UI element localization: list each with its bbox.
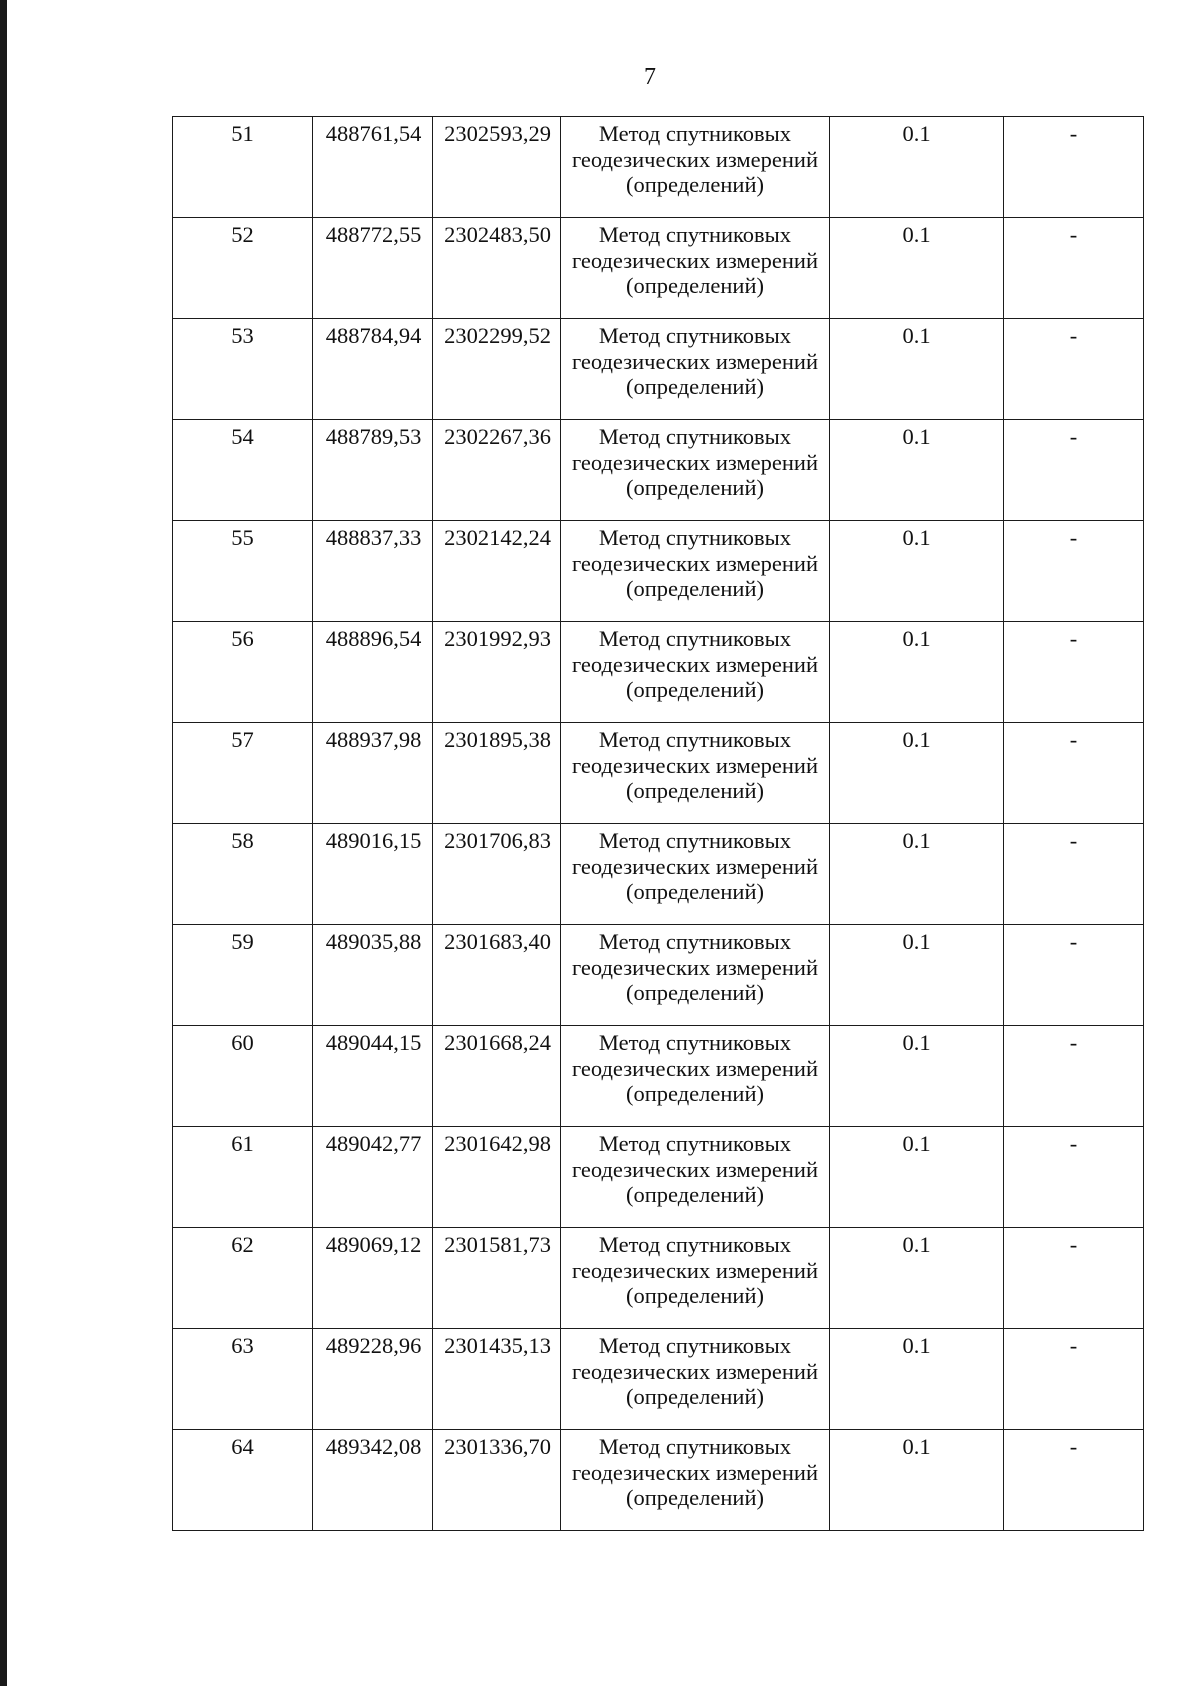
method-cell: Метод спутниковых геодезических измерений (определений) (561, 319, 830, 420)
note-cell: - (1004, 420, 1144, 521)
point-number-cell: 57 (173, 723, 313, 824)
note-cell: - (1004, 319, 1144, 420)
accuracy-cell: 0.1 (830, 521, 1004, 622)
coordinates-table (172, 116, 1144, 1531)
note-cell: - (1004, 1228, 1144, 1329)
point-number-cell: 53 (173, 319, 313, 420)
method-cell: Метод спутниковых геодезических измерений (определений) (561, 521, 830, 622)
y-coordinate-cell: 2302299,52 (433, 319, 561, 420)
x-coordinate-cell: 488896,54 (313, 622, 433, 723)
method-cell: Метод спутниковых геодезических измерений (определений) (561, 218, 830, 319)
point-number-cell: 60 (173, 1026, 313, 1127)
note-cell: - (1004, 521, 1144, 622)
accuracy-cell: 0.1 (830, 622, 1004, 723)
table-row (173, 925, 1144, 1026)
table-row (173, 723, 1144, 824)
accuracy-cell: 0.1 (830, 1329, 1004, 1430)
x-coordinate-cell: 488937,98 (313, 723, 433, 824)
x-coordinate-cell: 489069,12 (313, 1228, 433, 1329)
accuracy-cell: 0.1 (830, 1026, 1004, 1127)
method-cell: Метод спутниковых геодезических измерений (определений) (561, 925, 830, 1026)
method-cell: Метод спутниковых геодезических измерений (определений) (561, 420, 830, 521)
note-cell: - (1004, 622, 1144, 723)
table-row (173, 1329, 1144, 1430)
note-cell: - (1004, 1430, 1144, 1531)
method-cell: Метод спутниковых геодезических измерений (определений) (561, 1228, 830, 1329)
accuracy-cell: 0.1 (830, 319, 1004, 420)
method-cell: Метод спутниковых геодезических измерений (определений) (561, 824, 830, 925)
x-coordinate-cell: 489042,77 (313, 1127, 433, 1228)
y-coordinate-cell: 2301895,38 (433, 723, 561, 824)
accuracy-cell: 0.1 (830, 117, 1004, 218)
y-coordinate-cell: 2301581,73 (433, 1228, 561, 1329)
table-row (173, 1430, 1144, 1531)
y-coordinate-cell: 2302142,24 (433, 521, 561, 622)
table-row (173, 1228, 1144, 1329)
accuracy-cell: 0.1 (830, 1228, 1004, 1329)
table-row (173, 319, 1144, 420)
y-coordinate-cell: 2302483,50 (433, 218, 561, 319)
y-coordinate-cell: 2301683,40 (433, 925, 561, 1026)
accuracy-cell: 0.1 (830, 1430, 1004, 1531)
accuracy-cell: 0.1 (830, 218, 1004, 319)
x-coordinate-cell: 488761,54 (313, 117, 433, 218)
y-coordinate-cell: 2301642,98 (433, 1127, 561, 1228)
coordinates-table-body (173, 117, 1144, 1531)
point-number-cell: 58 (173, 824, 313, 925)
y-coordinate-cell: 2301336,70 (433, 1430, 561, 1531)
x-coordinate-cell: 489016,15 (313, 824, 433, 925)
method-cell: Метод спутниковых геодезических измерений (определений) (561, 622, 830, 723)
point-number-cell: 62 (173, 1228, 313, 1329)
note-cell: - (1004, 925, 1144, 1026)
point-number-cell: 63 (173, 1329, 313, 1430)
note-cell: - (1004, 1329, 1144, 1430)
table-row (173, 1127, 1144, 1228)
y-coordinate-cell: 2301435,13 (433, 1329, 561, 1430)
x-coordinate-cell: 488837,33 (313, 521, 433, 622)
accuracy-cell: 0.1 (830, 925, 1004, 1026)
page-number: 7 (644, 64, 656, 90)
y-coordinate-cell: 2302267,36 (433, 420, 561, 521)
note-cell: - (1004, 1127, 1144, 1228)
scan-edge (0, 0, 7, 1686)
x-coordinate-cell: 489044,15 (313, 1026, 433, 1127)
note-cell: - (1004, 824, 1144, 925)
x-coordinate-cell: 489035,88 (313, 925, 433, 1026)
point-number-cell: 64 (173, 1430, 313, 1531)
x-coordinate-cell: 489228,96 (313, 1329, 433, 1430)
method-cell: Метод спутниковых геодезических измерений (определений) (561, 723, 830, 824)
table-row (173, 622, 1144, 723)
y-coordinate-cell: 2302593,29 (433, 117, 561, 218)
y-coordinate-cell: 2301706,83 (433, 824, 561, 925)
note-cell: - (1004, 723, 1144, 824)
x-coordinate-cell: 489342,08 (313, 1430, 433, 1531)
table-row (173, 1026, 1144, 1127)
x-coordinate-cell: 488789,53 (313, 420, 433, 521)
note-cell: - (1004, 1026, 1144, 1127)
x-coordinate-cell: 488772,55 (313, 218, 433, 319)
point-number-cell: 51 (173, 117, 313, 218)
table-row (173, 420, 1144, 521)
method-cell: Метод спутниковых геодезических измерений (определений) (561, 1430, 830, 1531)
table-row (173, 521, 1144, 622)
accuracy-cell: 0.1 (830, 1127, 1004, 1228)
method-cell: Метод спутниковых геодезических измерений (определений) (561, 1026, 830, 1127)
point-number-cell: 54 (173, 420, 313, 521)
accuracy-cell: 0.1 (830, 420, 1004, 521)
point-number-cell: 55 (173, 521, 313, 622)
point-number-cell: 56 (173, 622, 313, 723)
table-row (173, 218, 1144, 319)
point-number-cell: 52 (173, 218, 313, 319)
accuracy-cell: 0.1 (830, 824, 1004, 925)
accuracy-cell: 0.1 (830, 723, 1004, 824)
x-coordinate-cell: 488784,94 (313, 319, 433, 420)
point-number-cell: 59 (173, 925, 313, 1026)
method-cell: Метод спутниковых геодезических измерений (определений) (561, 1329, 830, 1430)
table-row (173, 117, 1144, 218)
table-row (173, 824, 1144, 925)
point-number-cell: 61 (173, 1127, 313, 1228)
method-cell: Метод спутниковых геодезических измерений (определений) (561, 1127, 830, 1228)
y-coordinate-cell: 2301992,93 (433, 622, 561, 723)
method-cell: Метод спутниковых геодезических измерений (определений) (561, 117, 830, 218)
note-cell: - (1004, 117, 1144, 218)
y-coordinate-cell: 2301668,24 (433, 1026, 561, 1127)
note-cell: - (1004, 218, 1144, 319)
